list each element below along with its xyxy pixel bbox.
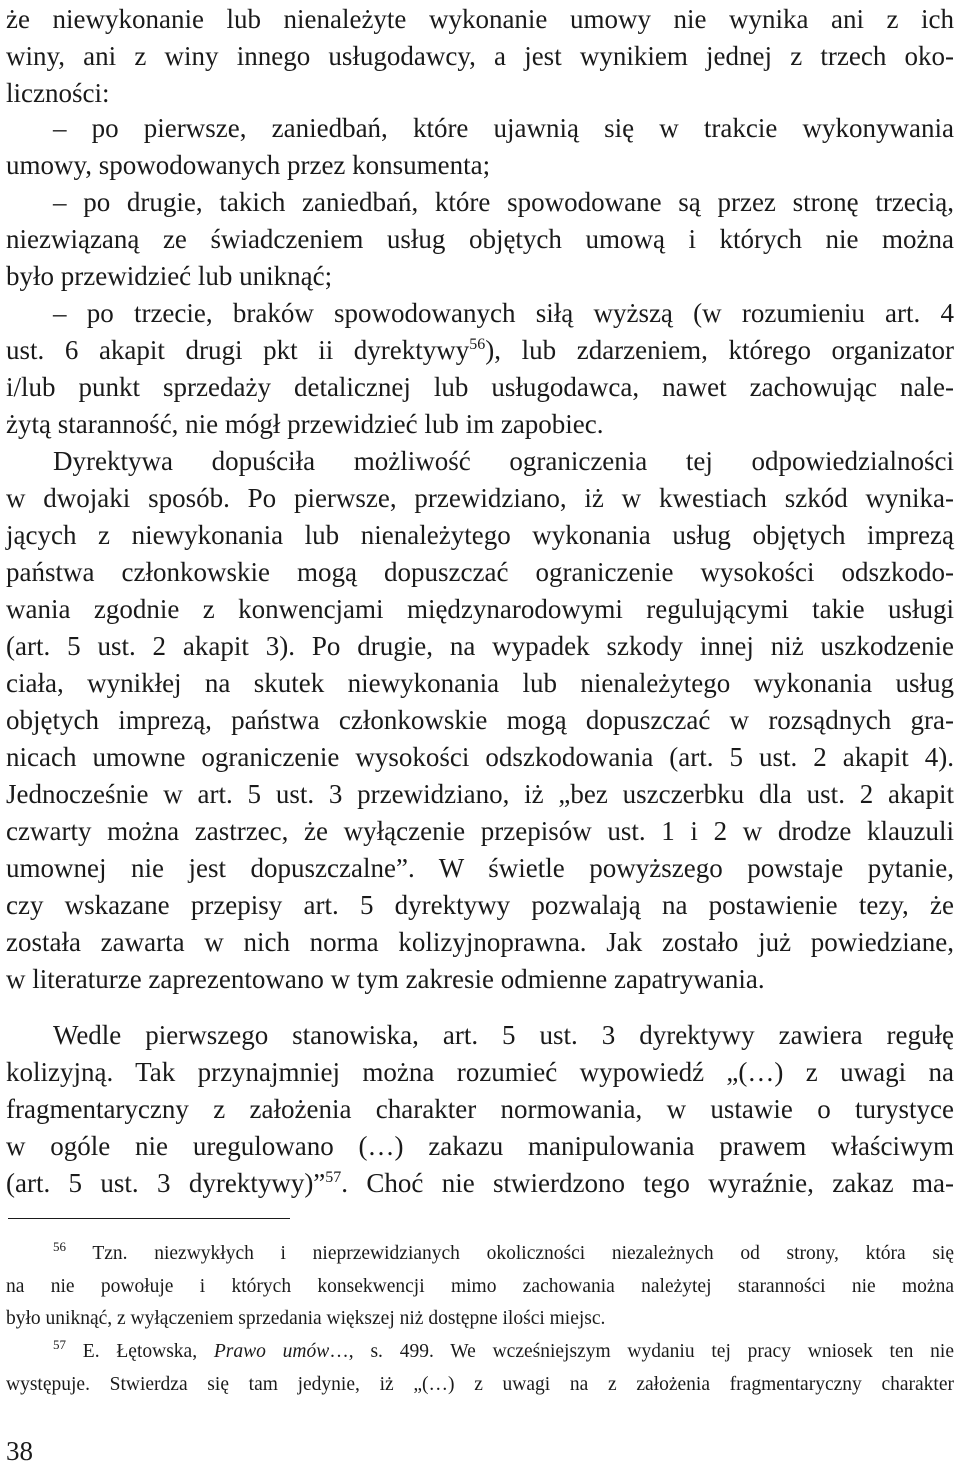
footnote-56-line xyxy=(53,1241,954,1267)
body-line xyxy=(6,332,954,368)
body-line: objętych imprezą, państwa członkowskie mogą dopuszczać w rozsądnych gra- xyxy=(6,705,954,735)
body-line: ciała, wynikłej na skutek niewykonania lub nienależytego wykonania usług xyxy=(6,668,954,698)
footnote-text: Tzn. niezwykłych i nieprzewidzianych okoliczności niezależnych od strony, która się xyxy=(92,1243,954,1264)
footnote-56-line: było uniknąć, z wyłączeniem sprzedania większej niż dostępne ilości miejsc. xyxy=(6,1308,606,1329)
body-line: fragmentaryczny z założenia charakter normowania, w ustawie o turystyce xyxy=(6,1094,954,1124)
body-line: kolizyjną. Tak przynajmniej można rozumieć wypowiedź „(…) z uwagi na xyxy=(6,1057,954,1087)
body-text: . Choć nie stwierdzono tego wyraźnie, zakaz ma- xyxy=(341,1168,954,1198)
body-line: niezwiązaną ze świadczeniem usług objętych umową i których nie można xyxy=(6,224,954,254)
footnote-separator xyxy=(8,1218,290,1219)
footnote-57-line xyxy=(53,1339,954,1365)
body-line: czy wskazane przepisy art. 5 dyrektywy pozwalają na postawienie tezy, że xyxy=(6,890,954,920)
body-line: było przewidzieć lub uniknąć; xyxy=(6,261,333,291)
body-line: i/lub punkt sprzedaży detalicznej lub usługodawca, nawet zachowując nale- xyxy=(6,372,954,402)
body-line: wania zgodnie z konwencjami międzynarodowymi regulującymi takie usługi xyxy=(6,594,954,624)
body-line: jących z niewykonania lub nienależytego wykonania usług objętych imprezą xyxy=(6,520,954,550)
footnote-number: 56 xyxy=(53,1239,66,1254)
body-line: – po trzecie, braków spowodowanych siłą wyższą (w rozumieniu art. 4 xyxy=(53,298,954,328)
body-line: – po pierwsze, zaniedbań, które ujawnią się w trakcie wykonywania xyxy=(53,113,954,143)
body-line: w dwojaki sposób. Po pierwsze, przewidziano, iż w kwestiach szkód wynika- xyxy=(6,483,954,513)
footnote-text: …, s. 499. We wcześniejszym wydaniu tej pracy wniosek ten nie xyxy=(329,1341,954,1362)
body-line: – po drugie, takich zaniedbań, które spowodowane są przez stronę trzecią, xyxy=(53,187,954,217)
body-line: że niewykonanie lub nienależyte wykonanie umowy nie wynika ani z ich xyxy=(6,4,954,34)
body-line: liczności: xyxy=(6,78,110,108)
body-line xyxy=(6,1165,954,1201)
body-line: umownej nie jest dopuszczalne”. W świetle powyższego powstaje pytanie, xyxy=(6,853,954,883)
body-text: (art. 5 ust. 3 dyrektywy)” xyxy=(6,1168,326,1198)
body-line: czwarty można zastrzec, że wyłączenie przepisów ust. 1 i 2 w drodze klauzuli xyxy=(6,816,954,846)
footnote-ref-56: 56 xyxy=(469,336,486,353)
page-number: 38 xyxy=(6,1436,33,1466)
footnote-text: E. Łętowska, xyxy=(82,1341,214,1362)
body-line: winy, ani z winy innego usługodawcy, a jest wynikiem jednej z trzech oko- xyxy=(6,41,954,71)
cited-title: Prawo umów xyxy=(213,1341,330,1362)
body-line: Dyrektywa dopuściła możliwość ograniczenia tej odpowiedzialności xyxy=(53,446,954,476)
body-line: państwa członkowskie mogą dopuszczać ograniczenie wysokości odszkodo- xyxy=(6,557,954,587)
body-line: nicach umowne ograniczenie wysokości odszkodowania (art. 5 ust. 2 akapit 4). xyxy=(6,742,954,772)
footnote-ref-57: 57 xyxy=(325,1169,342,1186)
footnote-number: 57 xyxy=(53,1337,66,1352)
body-line: w literaturze zaprezentowano w tym zakresie odmienne zapatrywania. xyxy=(6,964,765,994)
body-line: została zawarta w nich norma kolizyjnoprawna. Jak zostało już powiedziane, xyxy=(6,927,954,957)
body-line: umowy, spowodowanych przez konsumenta; xyxy=(6,150,491,180)
body-line: (art. 5 ust. 2 akapit 3). Po drugie, na wypadek szkody innej niż uszkodzenie xyxy=(6,631,954,661)
footnote-57-line: występuje. Stwierdza się tam jedynie, iż „(…) z uwagi na z założenia fragmentaryczny charakter xyxy=(6,1374,954,1395)
footnote-56-line: na nie powołuje i których konsekwencji mimo zachowania należytej staranności nie można xyxy=(6,1276,954,1297)
body-line: Jednocześnie w art. 5 ust. 3 przewidziano, iż „bez uszczerbku dla ust. 2 akapit xyxy=(6,779,954,809)
body-line: w ogóle nie uregulowano (…) zakazu manipulowania prawem właściwym xyxy=(6,1131,954,1161)
body-line: Wedle pierwszego stanowiska, art. 5 ust. 3 dyrektywy zawiera regułę xyxy=(53,1020,954,1050)
body-text: ), lub zdarzeniem, którego organizator xyxy=(485,335,954,365)
body-text: ust. 6 akapit drugi pkt ii dyrektywy xyxy=(6,335,470,365)
body-line: żytą staranność, nie mógł przewidzieć lub im zapobiec. xyxy=(6,409,604,439)
